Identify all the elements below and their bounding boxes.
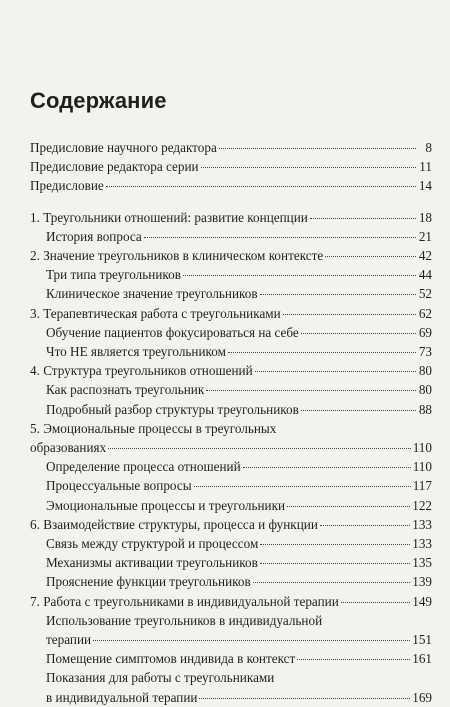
dot-leader (255, 370, 416, 372)
dot-leader (206, 389, 416, 391)
dot-leader (260, 543, 410, 545)
toc-front-entry (30, 138, 432, 157)
toc-front-entry (30, 157, 432, 176)
toc-subsection-entry-label: Что НЕ является треугольником (46, 344, 226, 360)
dot-leader (310, 217, 416, 219)
toc-subsection-entry (30, 572, 432, 591)
toc-subsection-entry (30, 496, 432, 515)
toc-chapter-entry-label-line1: 5. Эмоциональные процессы в треугольных (30, 420, 277, 436)
toc-subsection-entry-page-number: 110 (412, 459, 432, 475)
toc-front-entry-label: Предисловие редактора серии (30, 159, 199, 175)
dot-leader (108, 447, 411, 449)
toc-subsection-entry (30, 342, 432, 361)
toc-subsection-entry (30, 380, 432, 399)
toc-chapter-entry-page-number: 42 (418, 248, 432, 264)
toc-subsection-entry-page-number: 133 (412, 536, 432, 552)
toc-chapter-entry-label: 1. Треугольники отношений: развитие концепции (30, 209, 308, 225)
toc-subsection-entry-page-number: 122 (412, 497, 432, 513)
toc-subsection-entry-label: Обучение пациентов фокусироваться на себе (46, 324, 299, 340)
toc-subsection-entry-label: Механизмы активации треугольников (46, 555, 258, 571)
toc-subsection-entry-page-number: 117 (412, 478, 432, 494)
toc-chapter-entry (30, 592, 432, 611)
toc-front-entry-page-number: 8 (425, 140, 432, 155)
toc-subsection-entry-page-number: 151 (412, 632, 432, 648)
dot-leader (325, 255, 416, 257)
toc-subsection-entry-page-number: 73 (418, 344, 432, 360)
toc-subsection-entry-label-line1: Показания для работы с треугольниками (46, 670, 275, 686)
toc-front-entry-page-number: 14 (418, 178, 432, 194)
toc-subsection-entry-label: Прояснение функции треугольников (46, 574, 251, 590)
toc-subsection-entry-page-number: 69 (418, 324, 432, 340)
toc-subsection-entry-label: Процессуальные вопросы (46, 478, 192, 494)
toc-subsection-entry (30, 688, 432, 707)
toc-chapter-entry (30, 246, 432, 265)
table-of-contents (30, 138, 432, 707)
dot-leader (106, 185, 416, 187)
toc-subsection-entry-page-number: 135 (412, 555, 432, 571)
toc-chapter-entry-page-number: 80 (418, 363, 432, 379)
dot-leader (183, 274, 416, 276)
toc-subsection-entry (30, 265, 432, 284)
dot-leader (199, 697, 410, 699)
dot-leader (243, 466, 411, 468)
toc-chapter-entry-label: образованиях (30, 440, 107, 456)
dot-leader (219, 147, 416, 149)
section-gap (30, 196, 432, 208)
toc-subsection-entry (30, 630, 432, 649)
toc-chapter-entry-label: 2. Значение треугольников в клиническом контексте (30, 248, 324, 264)
toc-chapter-entry (30, 361, 432, 380)
toc-chapter-entry-page-number: 133 (412, 516, 432, 532)
toc-subsection-entry-label: в индивидуальной терапии (46, 689, 198, 705)
toc-subsection-entry-label: Помещение симптомов индивида в контекст (46, 651, 296, 667)
toc-subsection-entry-page-number: 21 (418, 228, 432, 244)
toc-subsection-entry (30, 227, 432, 246)
dot-leader (320, 524, 410, 526)
toc-chapter-entry (30, 515, 432, 534)
toc-subsection-entry-label: Подробный разбор структуры треугольников (46, 401, 299, 417)
toc-front-entry-label: Предисловие научного редактора (30, 140, 217, 155)
toc-front-entry (30, 176, 432, 195)
toc-subsection-entry-page-number: 161 (412, 651, 432, 667)
toc-front-entry-label: Предисловие (30, 178, 104, 194)
dot-leader (301, 332, 416, 334)
toc-subsection-entry-page-number: 44 (418, 267, 432, 283)
toc-subsection-entry (30, 284, 432, 303)
dot-leader (301, 409, 416, 411)
toc-subsection-entry-label: Эмоциональные процессы и треугольники (46, 497, 286, 513)
dot-leader (297, 658, 410, 660)
dot-leader (144, 236, 416, 238)
dot-leader (194, 485, 411, 487)
toc-subsection-entry-label: Связь между структурой и процессом (46, 536, 259, 552)
toc-subsection-entry (30, 323, 432, 342)
toc-front-entry-page-number: 11 (419, 159, 432, 175)
dot-leader (341, 601, 410, 603)
toc-chapter-entry-page-number: 110 (412, 440, 432, 456)
dot-leader (93, 639, 410, 641)
toc-subsection-entry (30, 553, 432, 572)
toc-chapter-entry-label: 4. Структура треугольников отношений (30, 363, 253, 379)
toc-chapter-entry-label: 3. Терапевтическая работа с треугольниками (30, 305, 281, 321)
dot-leader (201, 166, 416, 168)
toc-subsection-entry-label-line1: Использование треугольников в индивидуальной (46, 612, 323, 628)
toc-subsection-entry-page-number: 169 (412, 689, 432, 705)
toc-subsection-entry (30, 400, 432, 419)
toc-subsection-entry (30, 534, 432, 553)
toc-subsection-entry-label: Три типа треугольников (46, 267, 181, 283)
toc-chapter-entry (30, 304, 432, 323)
dot-leader (283, 313, 416, 315)
toc-subsection-entry (30, 476, 432, 495)
toc-chapter-entry-page-number: 62 (418, 305, 432, 321)
toc-subsection-entry-page-number: 139 (412, 574, 432, 590)
dot-leader (260, 562, 410, 564)
toc-subsection-entry-page-number: 80 (418, 382, 432, 398)
toc-subsection-entry (30, 457, 432, 476)
toc-subsection-entry-label: Определение процесса отношений (46, 459, 241, 475)
toc-chapter-entry (30, 438, 432, 457)
toc-chapter-entry-label: 7. Работа с треугольниками в индивидуальной терапии (30, 593, 339, 609)
toc-subsection-entry-label: Как распознать треугольник (46, 382, 205, 398)
dot-leader (287, 505, 410, 507)
dot-leader (228, 351, 416, 353)
toc-subsection-entry-label: Клиническое значение треугольников (46, 286, 258, 302)
dot-leader (253, 581, 411, 583)
page-title: Содержание (30, 88, 167, 113)
toc-subsection-entry-label: терапии (46, 632, 92, 648)
toc-chapter-entry-page-number: 149 (412, 593, 432, 609)
toc-subsection-entry-page-number: 88 (418, 401, 432, 417)
toc-chapter-entry (30, 208, 432, 227)
toc-chapter-entry-label: 6. Взаимодействие структуры, процесса и функции (30, 516, 318, 532)
toc-chapter-entry-page-number: 18 (418, 209, 432, 225)
toc-subsection-entry-page-number: 52 (418, 286, 432, 302)
toc-subsection-entry-label: История вопроса (46, 228, 142, 244)
dot-leader (260, 293, 416, 295)
